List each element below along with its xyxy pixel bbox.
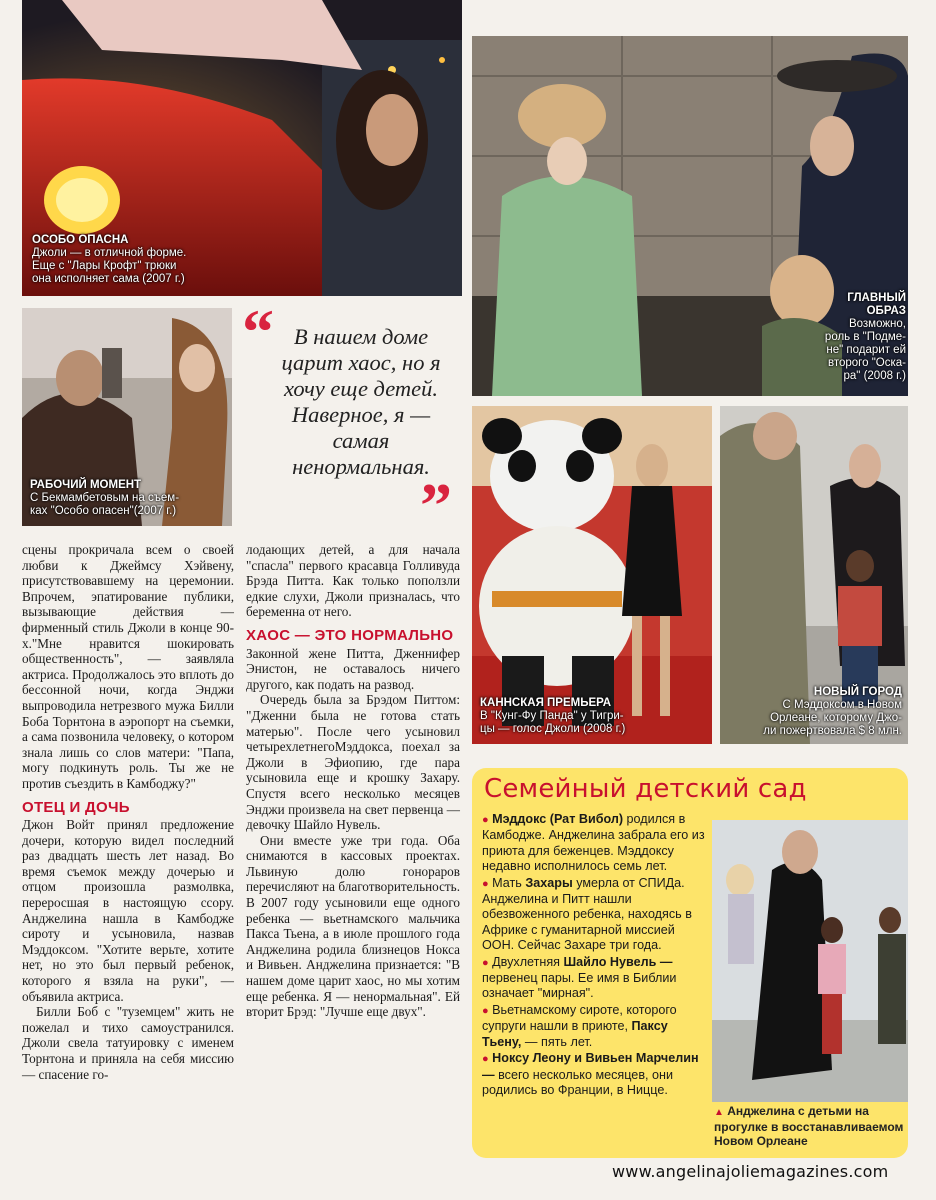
quote-text: В нашем доме царит хаос, но я хочу еще детей. Наверное, я — самая ненормальная.: [281, 324, 441, 479]
list-item: [482, 955, 708, 1002]
caption-heading: НОВЫЙ ГОРОД: [813, 686, 902, 698]
sidebar-items: [482, 812, 708, 1099]
quote-close-mark: ”: [420, 470, 452, 541]
section-heading-father-daughter: ОТЕЦ И ДОЧЬ: [22, 798, 130, 816]
bullet-icon: ●: [482, 1004, 489, 1017]
paragraph: Они вместе уже три года. Оба снимаются в кассовых проектах. Львиную долю гонораров перечисляют на благотворительность. В 2007 году усыновили еще одного ребенка — вьетнамского мальчика Пакса Тьена, а в июле прошлого года Анджелина родила близнецов Нокса и Вивьен. Анджелина признается: "В нашем доме царит хаос, но мы хотим еще ребенка. Я — ненормальная". Ей вторит Брэд: "Лучше еще двух".: [246, 832, 460, 1020]
caption-text: Анджелина с детьми на прогулке в восстанавливаемом Новом Орлеане: [714, 1104, 904, 1148]
item-prefix: Двухлетняя: [492, 954, 564, 969]
bullet-icon: ●: [482, 877, 489, 890]
item-text: родился в Камбодже. Анджелина забрала его из приюта для беженцев. Мэддоксу недавно исполнилось семь лет.: [482, 812, 705, 874]
item-name: Захары: [525, 875, 573, 890]
footer-watermark: www.angelinajoliemagazines.com: [612, 1162, 889, 1181]
caption-working: [30, 479, 230, 518]
section-heading-chaos: ХАОС — ЭТО НОРМАЛЬНО: [246, 626, 454, 644]
quote-open-mark: “: [242, 296, 274, 367]
paragraph: Законной жене Питта, Дженнифер Энистон, не оставалось ничего другого, как подать на развод.: [246, 645, 460, 692]
paragraph: Очередь была за Брэдом Питтом: "Дженни была не готова стать матерью". После чего усыновил четырехлетнегоМэддокса, поехал за Джоли в Эфиопию, где пара усыновила еще и крошку Захару. Спустя всего несколько месяцев Энджи произвела на свет первенца — девочку Шайло Нувель.: [246, 692, 460, 833]
list-item: [482, 1003, 708, 1050]
paragraph: Билли Боб с "туземцем" жить не пожелал и тихо самоустранился. Джоли свела татуировку с именем Торнтона и приняла на себя миссию — спасение го-: [22, 1004, 234, 1082]
caption-new-city: [722, 686, 902, 738]
caption-text: Джоли — в отличной форме. Еще с "Лары Крофт" трюки она исполняет сама (2007 г.): [32, 247, 187, 285]
paragraph: Джон Войт принял предложение дочери, которую видел последний раз двадцать шесть лет назад. Во время съемок между дочерью и отцом произошла размолвка, переросшая в настоящую ссору. Анджелина нашла в Камбодже сироту и усыновила, назвав Мэддоксом. "Хотите верьте, хотите нет, но это был первый ребенок, которого я взяла на руки", — объявила актриса.: [22, 817, 234, 1004]
paragraph: сцены прокричала всем о своей любви к Джеймсу Хэйвену, присутствовавшему на церемонии. Впрочем, эпатирование публики, вызывающие действия — фирменный стиль Джоли в конце 90-х."Мне нравится шокировать общественность", — заявляла актриса. Продолжалось это вплоть до бессонной ночи, когда Энджи выпроводила нетрезвого мужа Билли Боба Торнтона в аэропорт на съемки, а сама позвонила человеку, о котором знала лишь со слов матери: "Папа, могу подкинуть роль. Ты же не против съездить в Камбоджу?": [22, 542, 234, 791]
list-item: [482, 876, 708, 954]
list-item: [482, 1051, 708, 1098]
photo-cannes-premiere: [472, 406, 712, 744]
item-text: — пять лет.: [521, 1034, 593, 1049]
triangle-icon: ▲: [714, 1107, 724, 1118]
caption-heading: ОСОБО ОПАСНА: [32, 234, 129, 246]
item-name: Ноксу Леону и Вивьен Марчелин —: [482, 1051, 699, 1082]
item-name: Шайло Нувель —: [563, 954, 673, 969]
sidebar-title: Семейный детский сад: [484, 774, 807, 804]
caption-main-role: [806, 292, 906, 383]
photo-family-walk: [712, 820, 908, 1102]
caption-heading: КАННСКАЯ ПРЕМЬЕРА: [480, 697, 612, 709]
item-text: умерла от СПИДа. Анджелина и Питт нашли обезвоженного ребенка, находясь в Африке с гуманитарной миссией ООН. Сейчас Захаре три года.: [482, 875, 692, 953]
caption-text: Возможно, роль в "Подме- не" подарит ей второго "Оска- ра" (2008 г.): [824, 318, 906, 382]
bullet-icon: ●: [482, 814, 489, 826]
caption-dangerous: [32, 234, 282, 286]
item-name: Паксу Тьену,: [482, 1019, 668, 1049]
item-prefix: Вьетнамскому сироте, которого супруги нашли в приюте,: [482, 1002, 677, 1034]
paragraph: лодающих детей, а для начала "спасла" первого красавца Голливуда Брэда Питта. Как только поползли едкие слухи, Джоли призналась, что беременна от него.: [246, 542, 460, 620]
list-item: [482, 812, 708, 875]
caption-heading: РАБОЧИЙ МОМЕНТ: [30, 479, 142, 491]
item-name: Мэддокс (Рат Вибол): [492, 812, 624, 826]
caption-text: С Бекмамбетовым на съем- ках "Особо опасен"(2007 г.): [30, 492, 180, 517]
article-column-1: [22, 542, 234, 1082]
caption-heading: ГЛАВНЫЙ ОБРАЗ: [847, 292, 906, 317]
item-text: всего несколько месяцев, они родились во Франции, в Ницце.: [482, 1067, 673, 1097]
item-prefix: Мать: [492, 875, 526, 890]
caption-text: С Мэддоксом в Новом Орлеане, которому Джо- ли пожертвовала $ 8 млн.: [763, 699, 902, 737]
caption-text: В "Кунг-Фу Панда" у Тигри- цы — голос Джоли (2008 г.): [480, 710, 626, 735]
sidebar-photo-caption: [714, 1104, 908, 1148]
bullet-icon: ●: [482, 1053, 489, 1066]
caption-cannes: [480, 697, 710, 736]
item-text: первенец пары. Ее имя в Библии означает "мирная".: [482, 971, 677, 1001]
bullet-icon: ●: [482, 956, 489, 969]
article-column-2: [246, 542, 460, 1020]
